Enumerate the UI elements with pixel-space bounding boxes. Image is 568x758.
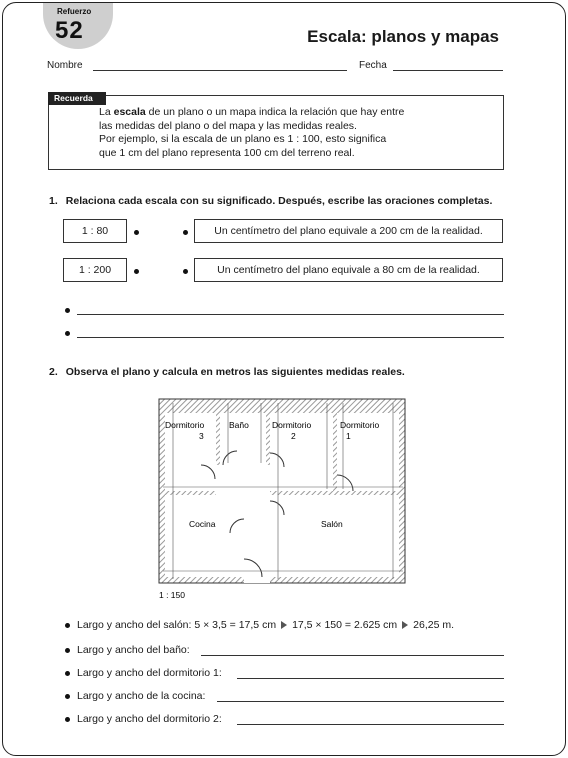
- example-step-2: 17,5 × 150 = 2.625 cm: [292, 619, 398, 631]
- example-calculation: [77, 619, 454, 631]
- room-salon: [270, 495, 399, 577]
- recuerda-line2: las medidas del plano o del mapa y las medidas reales.: [99, 119, 357, 132]
- item-cocina: Largo y ancho de la cocina:: [77, 690, 206, 702]
- date-label: Fecha: [359, 60, 387, 71]
- recuerda-keyword: escala: [113, 106, 146, 118]
- item-dormitorio-2: Largo y ancho del dormitorio 2:: [77, 713, 222, 725]
- answer-line-1[interactable]: [77, 314, 504, 315]
- badge-number: 52: [55, 17, 84, 44]
- example-label: Largo y ancho del salón:: [77, 619, 195, 631]
- recuerda-line1-post: de un plano o un mapa indica la relación que hay entre: [145, 106, 405, 118]
- item-cocina-line[interactable]: [217, 701, 504, 702]
- item-bullet-4: [65, 717, 70, 722]
- exercise-1-instruction: [49, 195, 492, 207]
- scale-box-1: 1 : 80: [63, 219, 127, 243]
- badge-label: Refuerzo: [57, 7, 92, 16]
- label-salon: Salón: [321, 519, 343, 529]
- scale-dot-2[interactable]: [134, 269, 139, 274]
- label-dorm3-a: Dormitorio: [165, 420, 205, 430]
- item-dormitorio-2-line[interactable]: [237, 724, 504, 725]
- answer-bullet-1: [65, 308, 70, 313]
- label-dorm2-a: Dormitorio: [272, 420, 312, 430]
- exercise-1-text: Relaciona cada escala con su significado. Después, escribe las oraciones completas.: [65, 195, 493, 207]
- meaning-box-2: Un centímetro del plano equivale a 80 cm de la realidad.: [194, 258, 503, 282]
- exercise-2-instruction: [49, 366, 405, 378]
- exercise-2-text: Observa el plano y calcula en metros las siguientes medidas reales.: [65, 366, 405, 378]
- floor-plan: [153, 393, 413, 603]
- label-dorm2-b: 2: [291, 431, 296, 441]
- scale-box-2: 1 : 200: [63, 258, 127, 282]
- name-label: Nombre: [47, 60, 83, 71]
- hallway: [216, 465, 270, 495]
- meaning-dot-1[interactable]: [183, 230, 188, 235]
- item-bano-line[interactable]: [201, 655, 504, 656]
- arrow-icon: [402, 621, 408, 629]
- recuerda-tag: Recuerda: [48, 92, 106, 105]
- example-step-1: 5 × 3,5 = 17,5 cm: [194, 619, 277, 631]
- example-step-3: 26,25 m.: [413, 619, 454, 631]
- label-cocina: Cocina: [189, 519, 216, 529]
- page-title: Escala: planos y mapas: [307, 27, 499, 46]
- worksheet-page: [2, 2, 566, 756]
- name-field-line[interactable]: [93, 70, 347, 71]
- plan-scale: 1 : 150: [159, 590, 185, 600]
- meaning-box-1: Un centímetro del plano equivale a 200 cm de la realidad.: [194, 219, 503, 243]
- item-dormitorio-1: Largo y ancho del dormitorio 1:: [77, 667, 222, 679]
- answer-line-2[interactable]: [77, 337, 504, 338]
- item-bano: Largo y ancho del baño:: [77, 644, 190, 656]
- item-dormitorio-1-line[interactable]: [237, 678, 504, 679]
- arrow-icon: [281, 621, 287, 629]
- example-bullet: [65, 623, 70, 628]
- item-bullet-1: [65, 648, 70, 653]
- scale-dot-1[interactable]: [134, 230, 139, 235]
- exercise-1-number: 1.: [49, 195, 58, 207]
- label-dorm1-b: 1: [346, 431, 351, 441]
- label-dorm1-a: Dormitorio: [340, 420, 380, 430]
- room-cocina: [165, 495, 244, 577]
- item-bullet-3: [65, 694, 70, 699]
- label-dorm3-b: 3: [199, 431, 204, 441]
- label-bano: Baño: [229, 420, 249, 430]
- recuerda-text: [99, 106, 404, 160]
- recuerda-line4: que 1 cm del plano representa 100 cm del terreno real.: [99, 146, 355, 159]
- recuerda-line3: Por ejemplo, si la escala de un plano es 1 : 100, esto significa: [99, 133, 387, 146]
- meaning-dot-2[interactable]: [183, 269, 188, 274]
- answer-bullet-2: [65, 331, 70, 336]
- exercise-2-number: 2.: [49, 366, 58, 378]
- corridor: [244, 491, 270, 583]
- recuerda-line1-pre: La: [99, 106, 114, 118]
- date-field-line[interactable]: [393, 70, 503, 71]
- item-bullet-2: [65, 671, 70, 676]
